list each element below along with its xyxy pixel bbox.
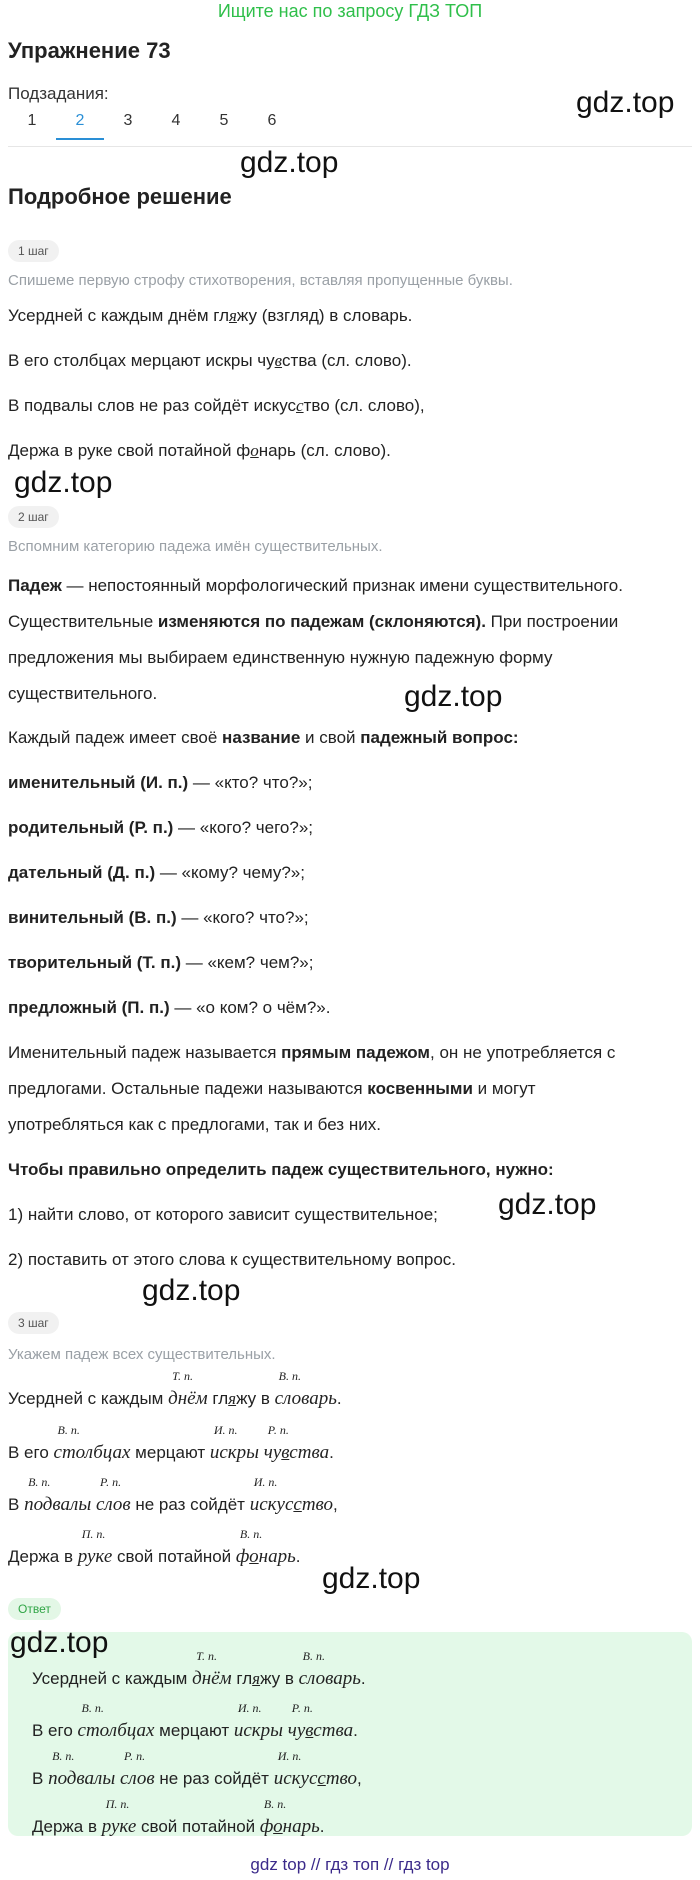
step-hint: Вспомним категорию падежа имён существительных. <box>8 538 383 555</box>
answer-badge: Ответ <box>8 1598 61 1620</box>
watermark: gdz.top <box>322 1562 421 1595</box>
case-item: именительный (И. п.) — «кто? что?»; <box>8 773 313 792</box>
tab-1[interactable]: 1 <box>27 112 37 129</box>
tab-6[interactable]: 6 <box>267 112 277 129</box>
subtasks-label: Подзадания: <box>8 84 109 103</box>
case-item: творительный (Т. п.) — «кем? чем?»; <box>8 953 314 972</box>
paragraph-line: предлогами. Остальные падежи называются косвенными и могут <box>8 1079 536 1098</box>
search-hint-banner[interactable]: Ищите нас по запросу ГДЗ ТОП <box>217 1 483 21</box>
paragraph-line: Чтобы правильно определить падеж существительного, нужно: <box>8 1160 554 1179</box>
answer-line: В В. п. подвалы Р. п. слов не раз сойдёт И. п. искусство, <box>32 1749 362 1789</box>
tab-4[interactable]: 4 <box>171 112 181 129</box>
watermark: gdz.top <box>10 1626 109 1659</box>
watermark: gdz.top <box>404 680 503 713</box>
annotated-line: Держа в П. п. руке свой потайной В. п. фонарь. <box>8 1527 301 1567</box>
answer-line: В его В. п. столбцах мерцают И. п. искры Р. п. чувства. <box>32 1701 358 1741</box>
step-badge: 3 шаг <box>8 1312 59 1334</box>
footer-links[interactable]: gdz top // гдз топ // гдз top <box>250 1855 450 1874</box>
step-hint: Спишеме первую строфу стихотворения, вставляя пропущенные буквы. <box>8 272 513 289</box>
case-item: родительный (Р. п.) — «кого? чего?»; <box>8 818 313 837</box>
divider <box>8 146 692 147</box>
case-item: предложный (П. п.) — «о ком? о чём?». <box>8 998 331 1017</box>
paragraph-line: Существительные изменяются по падежам (склоняются). При построении <box>8 612 619 631</box>
answer-line: Усердней с каждым Т. п. днём гляжу в В. п. словарь. <box>32 1649 366 1689</box>
paragraph-line: употребляться как с предлогами, так и без них. <box>8 1115 381 1134</box>
subtask-tabs <box>8 112 296 140</box>
watermark: gdz.top <box>142 1274 241 1307</box>
solution-title: Подробное решение <box>8 184 232 209</box>
answer-line: Держа в П. п. руке свой потайной В. п. фонарь. <box>32 1797 325 1837</box>
annotated-line: В его В. п. столбцах мерцают И. п. искры Р. п. чувства. <box>8 1423 334 1463</box>
poem-line: Усердней с каждым днём гляжу (взгляд) в словарь. <box>8 306 413 325</box>
tab-3[interactable]: 3 <box>123 112 133 129</box>
step-badge: 1 шаг <box>8 240 59 262</box>
case-item: винительный (В. п.) — «кого? что?»; <box>8 908 309 927</box>
annotated-line: Усердней с каждым Т. п. днём гляжу в В. п. словарь. <box>8 1369 342 1409</box>
watermark: gdz.top <box>498 1188 597 1221</box>
paragraph-line: существительного. <box>8 684 158 703</box>
paragraph-line: Падеж — непостоянный морфологический признак имени существительного. <box>8 576 623 595</box>
watermark: gdz.top <box>576 86 675 119</box>
step-badge: 2 шаг <box>8 506 59 528</box>
poem-line: Держа в руке свой потайной фонарь (сл. слово). <box>8 441 391 460</box>
tab-2[interactable]: 2 <box>56 112 104 140</box>
watermark: gdz.top <box>14 466 113 499</box>
poem-line: В его столбцах мерцают искры чувства (сл. слово). <box>8 351 412 370</box>
paragraph-line: 2) поставить от этого слова к существительному вопрос. <box>8 1250 457 1269</box>
page-title: Упражнение 73 <box>8 38 171 63</box>
watermark: gdz.top <box>240 146 339 179</box>
paragraph-line: предложения мы выбираем единственную нужную падежную форму <box>8 648 553 667</box>
paragraph-line: Каждый падеж имеет своё название и свой падежный вопрос: <box>8 728 519 747</box>
step-hint: Укажем падеж всех существительных. <box>8 1346 276 1363</box>
paragraph-line: 1) найти слово, от которого зависит существительное; <box>8 1205 438 1224</box>
case-item: дательный (Д. п.) — «кому? чему?»; <box>8 863 305 882</box>
poem-line: В подвалы слов не раз сойдёт искусство (сл. слово), <box>8 396 425 415</box>
annotated-line: В В. п. подвалы Р. п. слов не раз сойдёт И. п. искусство, <box>8 1475 338 1515</box>
paragraph-line: Именительный падеж называется прямым падежом, он не употребляется с <box>8 1043 616 1062</box>
tab-5[interactable]: 5 <box>219 112 229 129</box>
